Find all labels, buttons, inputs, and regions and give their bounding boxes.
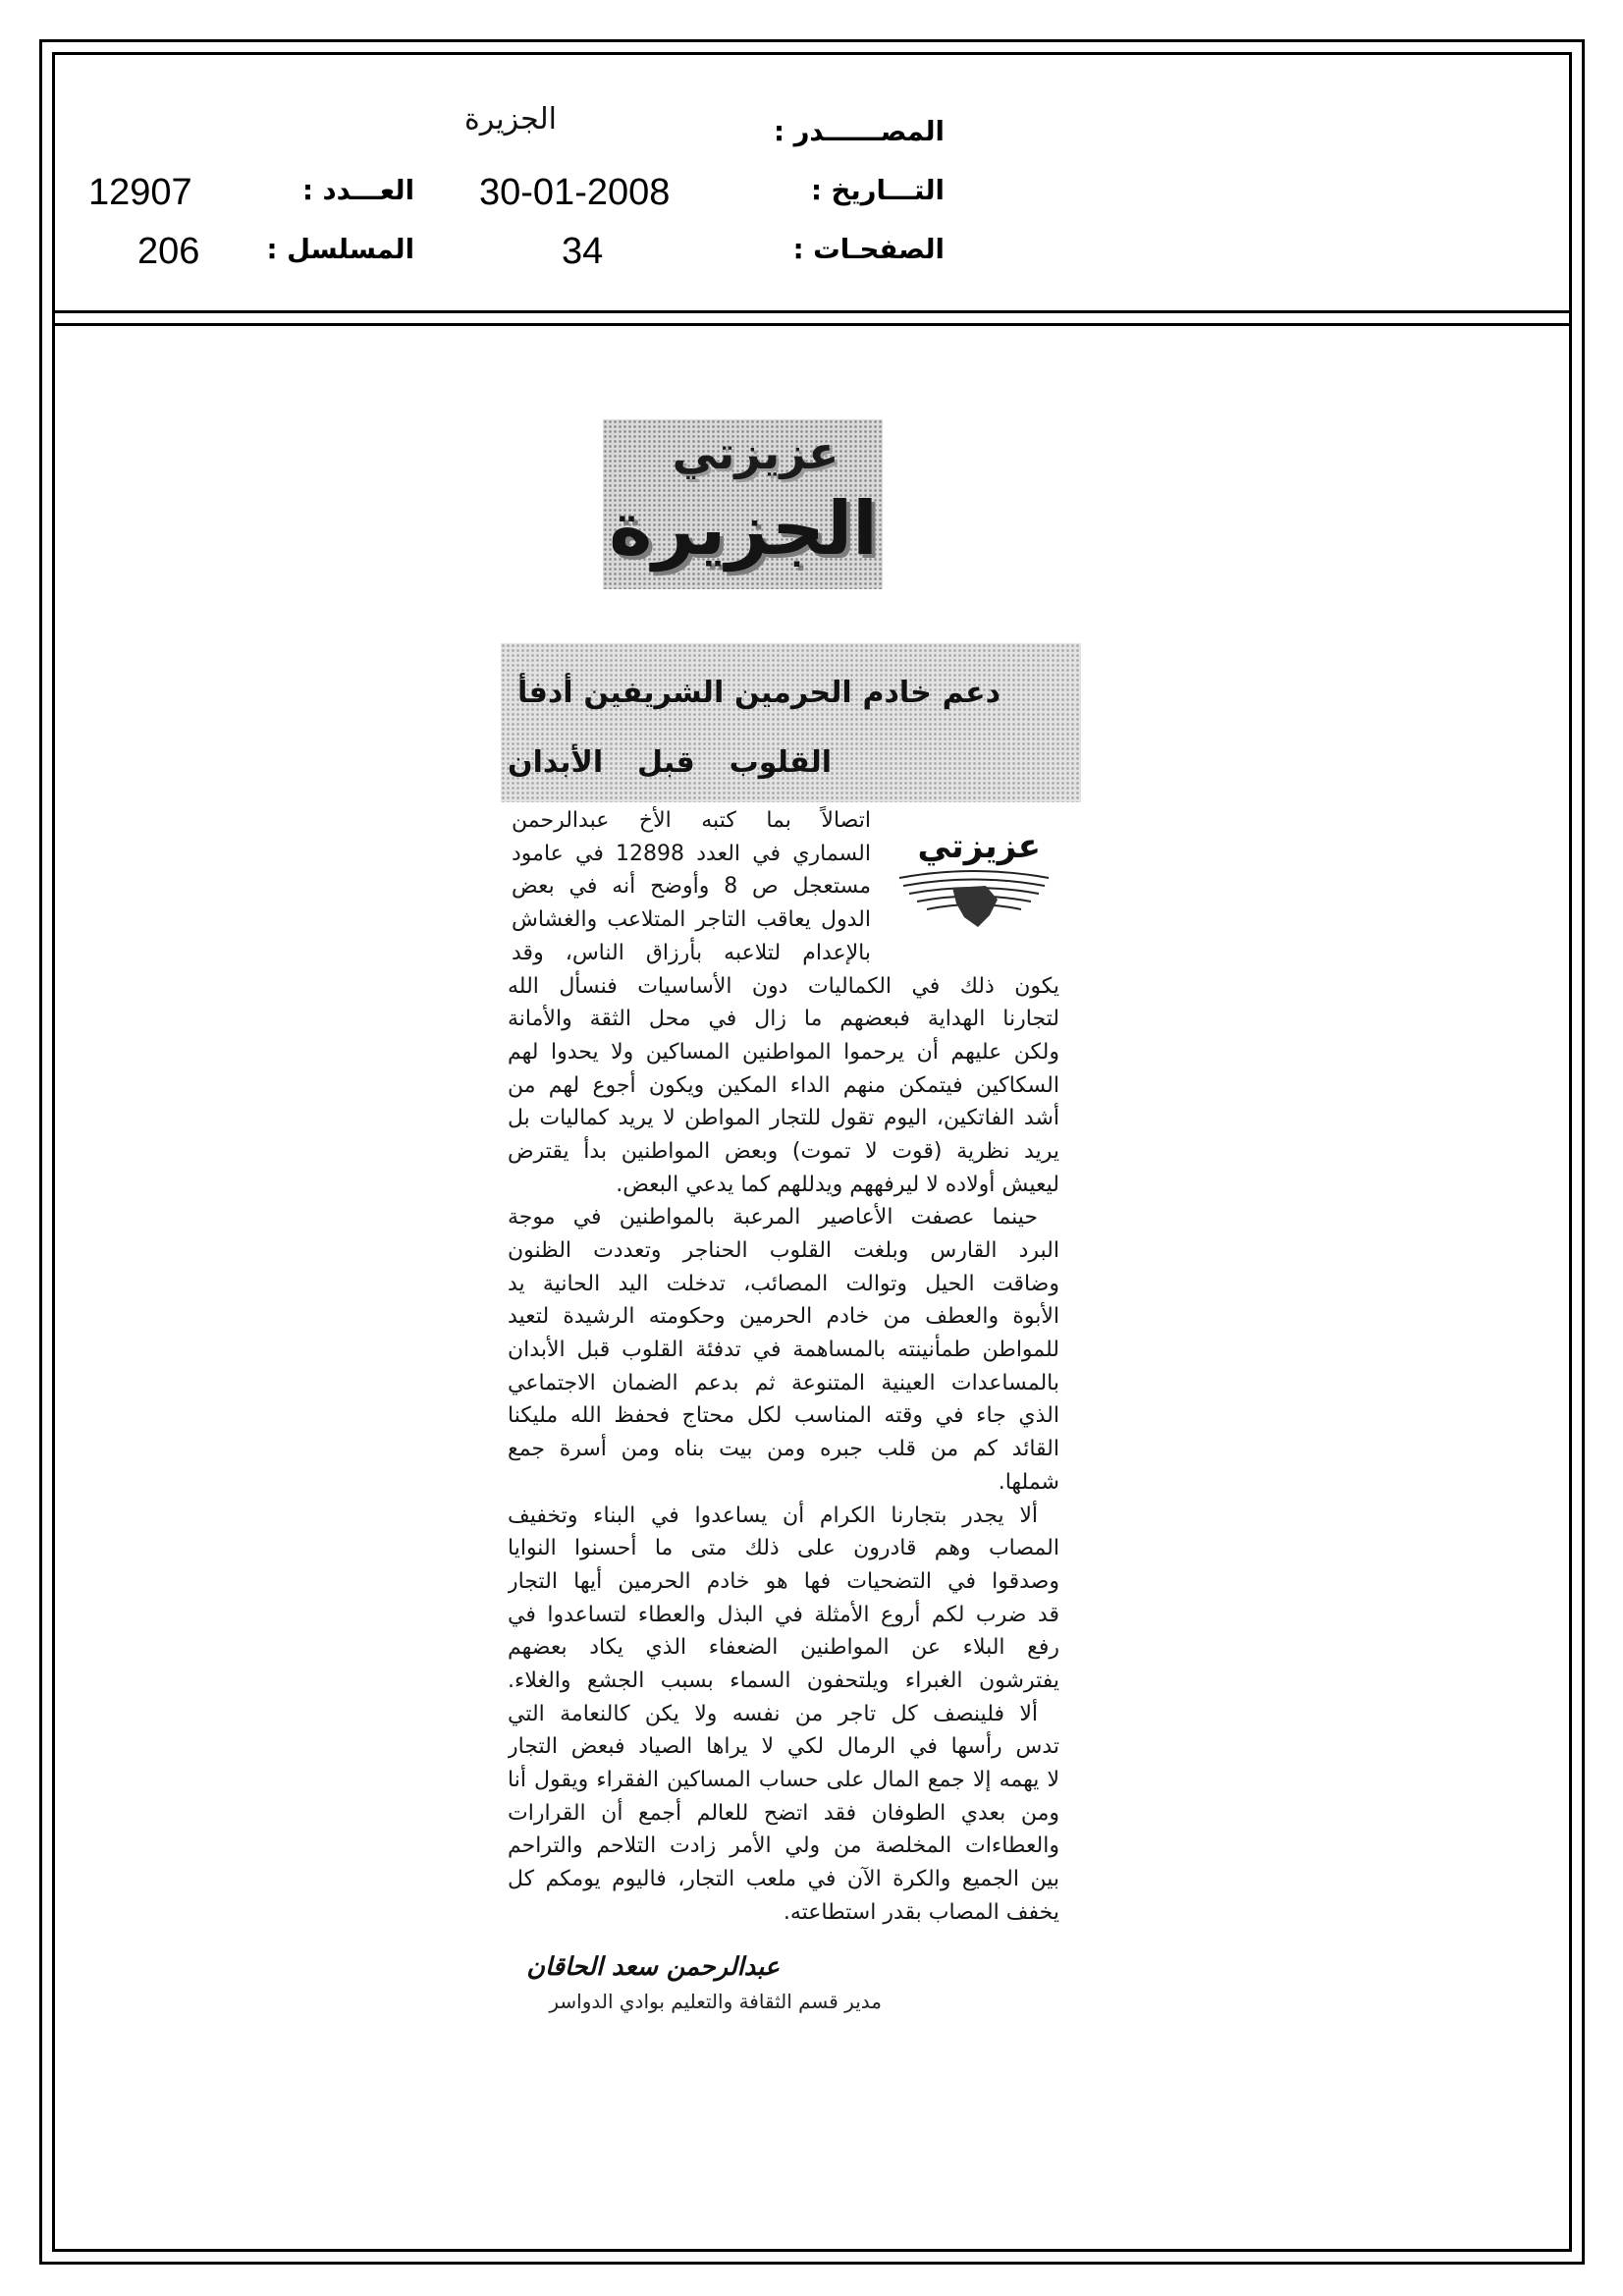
article-line: يريد نظرية (قوت لا تموت) وبعض المواطنين بدأ يقترض — [508, 1138, 1059, 1164]
source-label: المصــــــدر : — [774, 116, 945, 147]
article-line: السكاكين فيتمكن منهم الداء المكين ويكون أجوع لهم من — [508, 1072, 1059, 1098]
article-line: يكون ذلك في الكماليات دون الأساسيات فنسأل الله — [508, 973, 1059, 999]
article-line: القائد كم من قلب جبره ومن بيت بناه ومن أسرة جمع — [508, 1437, 1059, 1462]
masthead-top-word: عزيزتي — [672, 426, 839, 479]
author-name: عبدالرحمن سعد الحاقان — [526, 1952, 780, 1982]
article-line: حينما عصفت الأعاصير المرعبة بالمواطنين في موجة — [508, 1205, 1038, 1230]
headline-line-1: دعم خادم الحرمين الشريفين أدفأ — [517, 676, 1001, 710]
article-line: بين الجميع والكرة الآن في ملعب التجار، فاليوم يومكم كل — [508, 1867, 1059, 1892]
article-line: وصدقوا في التضحيات فها هو خادم الحرمين أيها التجار — [508, 1568, 1059, 1594]
column-logo-text: عزيزتي — [918, 827, 1041, 866]
source-value: الجزيرة — [463, 102, 557, 137]
article-line: يفترشون الغبراء ويلتحفون السماء بسبب الجشع والغلاء. — [508, 1667, 1059, 1693]
column-emblem-icon — [895, 864, 1053, 933]
article-line: اتصالاً بما كتبه الأخ عبدالرحمن — [512, 808, 871, 833]
article-column-top — [512, 804, 871, 969]
article-line: لتجارنا الهداية فبعضهم ما زال في محل الثقة والأمانة — [508, 1007, 1059, 1032]
author-title: مدير قسم الثقافة والتعليم بوادي الدواسر — [549, 1990, 882, 2013]
header-divider-top — [52, 310, 1572, 313]
article-line: السماري في العدد 12898 في عامود — [512, 841, 871, 866]
article-line: رفع البلاء عن المواطنين الضعفاء الذي يكاد بعضهم — [508, 1635, 1059, 1661]
article-line: بالمساعدات العينية المتنوعة ثم بدعم الضمان الاجتماعي — [508, 1370, 1059, 1395]
article-line: والعطاءات المخلصة من ولي الأمر زادت التلاحم والتراحم — [508, 1833, 1059, 1859]
article-line: الذي جاء في وقته المناسب لكل محتاج فحفظ الله مليكنا — [508, 1403, 1059, 1429]
article-line: بالإعدام لتلاعبه بأرزاق الناس، وقد — [512, 940, 871, 965]
article-line: الدول يعاقب التاجر المتلاعب والغشاش — [512, 907, 871, 933]
article-line: ليعيش أولاده لا ليرفههم ويدللهم كما يدعي البعض. — [616, 1172, 1059, 1197]
article-line: تدس رأسها في الرمال لكي لا يراها الصياد فبعض التجار — [508, 1734, 1059, 1760]
article-line: شملها. — [998, 1469, 1059, 1495]
issue-label: العـــدد : — [301, 175, 414, 206]
article-line: لا يهمه إلا جمع المال على حساب المساكين الفقراء ويقول أنا — [508, 1768, 1059, 1792]
date-value: 30-01-2008 — [479, 172, 671, 213]
article-line: أشد الفاتكين، اليوم تقول للتجار المواطن لا يريد كماليات بل — [508, 1106, 1059, 1131]
headline-line-2: القلوب قبل الأبدان — [508, 745, 832, 780]
serial-label: المسلسل : — [267, 234, 414, 265]
pages-value: 34 — [562, 231, 604, 272]
article-line: البرد القارس وبلغت القلوب الحناجر وتعددت الظنون — [508, 1238, 1059, 1263]
article-column-main — [508, 970, 1059, 1930]
issue-value: 12907 — [88, 172, 192, 213]
masthead-main-word: الجزيرة — [609, 485, 878, 572]
article-line: المصاب وهم قادرون على ذلك متى ما أحسنوا النوايا — [508, 1536, 1059, 1561]
date-label: التـــاريخ : — [810, 175, 945, 206]
article-line: الأبوة والعطف من خادم الحرمين وحكومته الرشيدة لتعيد — [508, 1304, 1059, 1330]
article-line: يخفف المصاب بقدر استطاعته. — [783, 1899, 1059, 1925]
pages-label: الصفحـات : — [792, 234, 945, 265]
article-line: وضاقت الحيل وتوالت المصائب، تدخلت اليد الحانية يد — [508, 1271, 1059, 1296]
article-line: للمواطن طمأنينته بالمساهمة في تدفئة القلوب قبل الأبدان — [508, 1338, 1059, 1363]
article-line: مستعجل ص 8 وأوضح أنه في بعض — [512, 874, 871, 900]
article-line: ومن بعدي الطوفان فقد اتضح للعالم أجمع أن القرارات — [508, 1800, 1059, 1826]
header-divider-bottom — [52, 323, 1572, 326]
article-line: ألا فلينصف كل تاجر من نفسه ولا يكن كالنعامة التي — [508, 1701, 1038, 1726]
article-line: قد ضرب لكم أروع الأمثلة في البذل والعطاء لتساعدوا في — [508, 1602, 1059, 1627]
serial-value: 206 — [137, 231, 200, 272]
article-line: ألا يجدر بتجارنا الكرام أن يساعدوا في البناء وتخفيف — [508, 1503, 1038, 1528]
article-line: ولكن عليهم أن يرحموا المواطنين المساكين ولا يحدوا لهم — [508, 1039, 1059, 1065]
